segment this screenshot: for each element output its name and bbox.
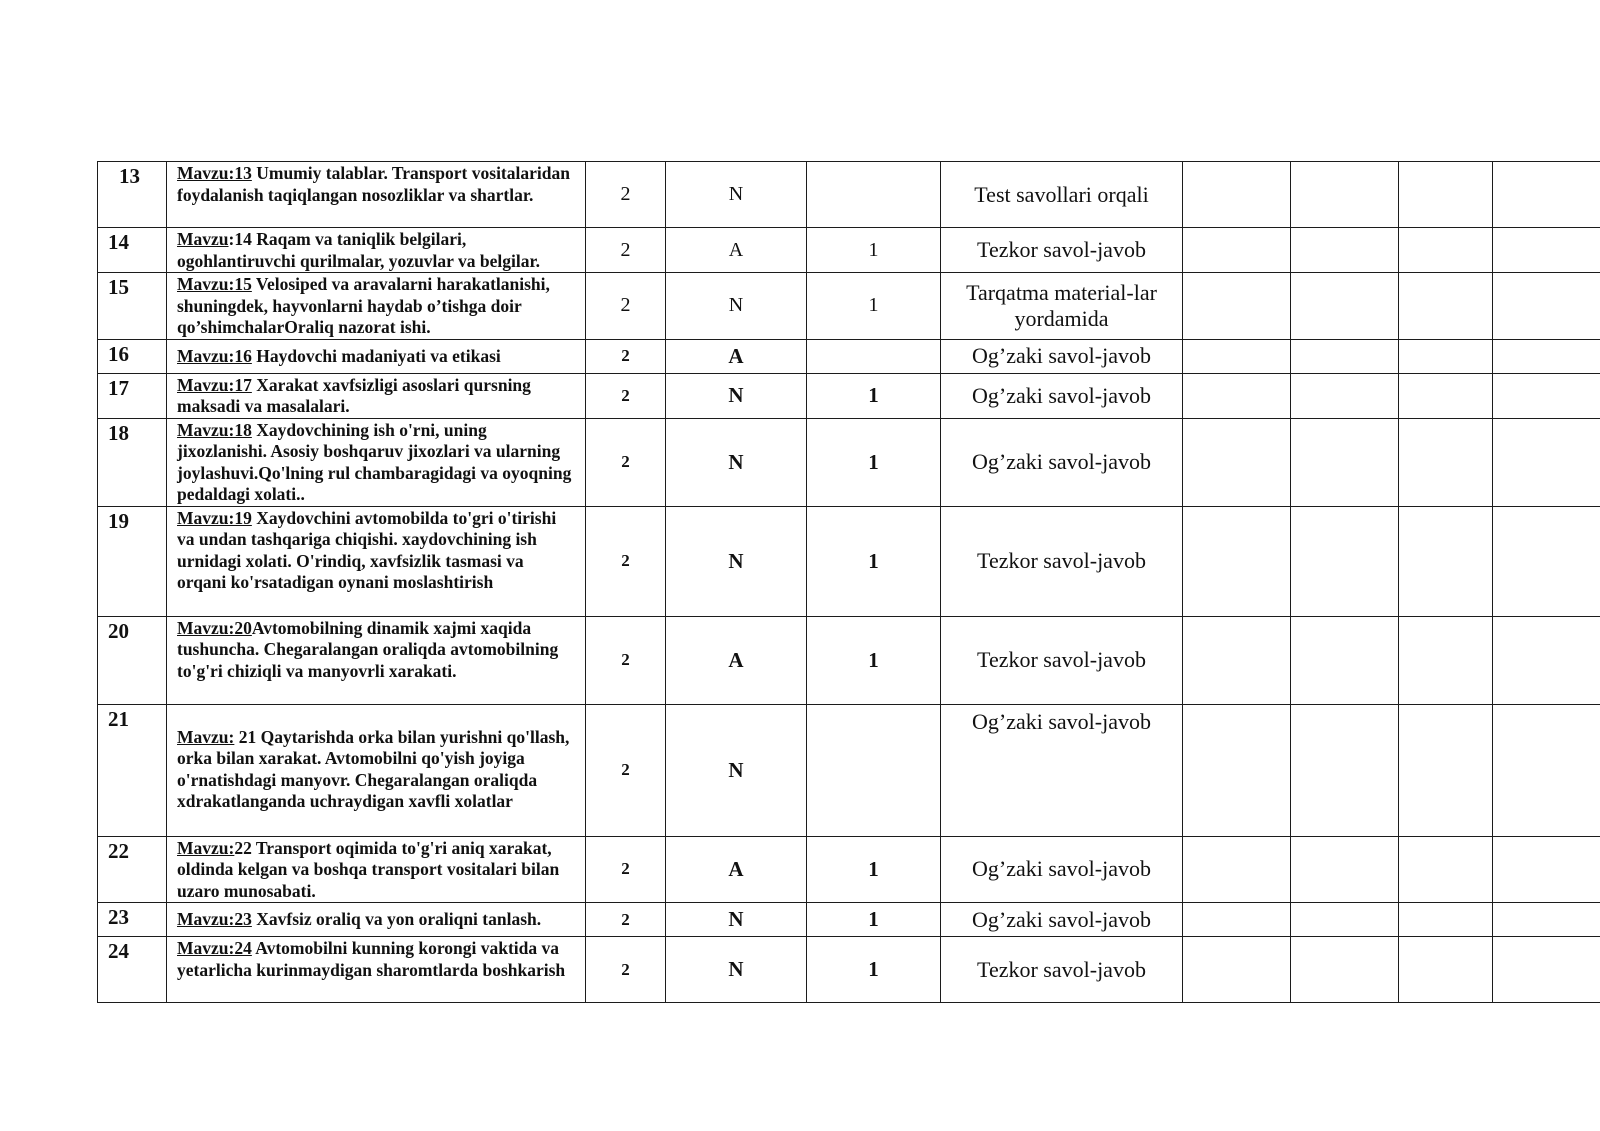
count-cell: 1 bbox=[807, 273, 941, 340]
method-cell: Tezkor savol-javob bbox=[941, 616, 1183, 704]
row-number: 23 bbox=[98, 903, 167, 937]
table-row bbox=[98, 903, 1600, 937]
topic-cell bbox=[167, 903, 586, 937]
topic-text: Umumiy talablar. Transport vositalaridan foydalanish taqiqlangan nosozliklar va shartlar. bbox=[177, 163, 570, 205]
topic-label: Mavzu: bbox=[177, 726, 235, 747]
count-cell: 1 bbox=[807, 616, 941, 704]
type-cell: A bbox=[666, 616, 807, 704]
topic-text: Avtomobilni kunning korongi vaktida va yetarlicha kurinmaydigan sharomtlarda boshkarish bbox=[177, 938, 566, 980]
topic-label: Mavzu:18 bbox=[177, 419, 252, 440]
empty-cell bbox=[1399, 903, 1493, 937]
topic-label: Mavzu:17 bbox=[177, 374, 252, 395]
method-cell: Tezkor savol-javob bbox=[941, 228, 1183, 273]
type-cell: N bbox=[666, 903, 807, 937]
hours-cell: 2 bbox=[586, 937, 666, 1003]
method-cell: Og’zaki savol-javob bbox=[941, 704, 1183, 836]
empty-cell bbox=[1493, 937, 1600, 1003]
method-cell: Tezkor savol-javob bbox=[941, 506, 1183, 616]
topic-label: Mavzu: bbox=[177, 837, 235, 858]
topic-label: Mavzu:24 bbox=[177, 938, 252, 958]
method-cell: Test savollari orqali bbox=[941, 162, 1183, 228]
empty-cell bbox=[1183, 228, 1291, 273]
topic-text: Avtomobilning dinamik xajmi xaqida tushuncha. Chegaralangan oraliqda avtomobilning to'g'ri chiziqli va manyovrli xarakati. bbox=[177, 617, 559, 681]
count-cell bbox=[807, 339, 941, 373]
type-cell: N bbox=[666, 704, 807, 836]
table-row bbox=[98, 506, 1600, 616]
empty-cell bbox=[1183, 273, 1291, 340]
topic-label: Mavzu:15 bbox=[177, 274, 252, 294]
empty-cell bbox=[1183, 373, 1291, 418]
table-row bbox=[98, 228, 1600, 273]
method-cell: Og’zaki savol-javob bbox=[941, 373, 1183, 418]
empty-cell bbox=[1183, 616, 1291, 704]
empty-cell bbox=[1399, 228, 1493, 273]
topic-text: Velosiped va aravalarni harakatlanishi, shuningdek, hayvonlarni haydab o’tishga doir qo’shimchalarOraliq nazorat ishi. bbox=[177, 274, 550, 337]
count-cell: 1 bbox=[807, 506, 941, 616]
count-cell: 1 bbox=[807, 373, 941, 418]
row-number: 16 bbox=[98, 339, 167, 373]
empty-cell bbox=[1291, 228, 1399, 273]
topic-text: 21 Qaytarishda orka bilan yurishni qo'llash, orka bilan xarakat. Avtomobilni qo'yish joyiga o'rnatishdagi manyovr. Chegaralangan oraliqda xdrakatlanganda uchraydigan xavfli xolatlar bbox=[177, 726, 570, 811]
method-cell: Tarqatma material-lar yordamida bbox=[941, 273, 1183, 340]
topics-table bbox=[97, 161, 1600, 1003]
count-cell: 1 bbox=[807, 418, 941, 506]
type-cell: N bbox=[666, 273, 807, 340]
count-cell: 1 bbox=[807, 228, 941, 273]
empty-cell bbox=[1399, 616, 1493, 704]
type-cell: N bbox=[666, 162, 807, 228]
count-cell bbox=[807, 704, 941, 836]
row-number: 22 bbox=[98, 836, 167, 903]
type-cell: N bbox=[666, 373, 807, 418]
row-number: 19 bbox=[98, 506, 167, 616]
row-number: 17 bbox=[98, 373, 167, 418]
table-row bbox=[98, 836, 1600, 903]
empty-cell bbox=[1291, 373, 1399, 418]
empty-cell bbox=[1183, 506, 1291, 616]
empty-cell bbox=[1493, 273, 1600, 340]
empty-cell bbox=[1493, 228, 1600, 273]
type-cell: N bbox=[666, 418, 807, 506]
empty-cell bbox=[1183, 704, 1291, 836]
count-cell: 1 bbox=[807, 836, 941, 903]
empty-cell bbox=[1493, 418, 1600, 506]
topic-cell bbox=[167, 339, 586, 373]
empty-cell bbox=[1291, 704, 1399, 836]
topic-text: 22 Transport oqimida to'g'ri aniq xarakat, oldinda kelgan va boshqa transport vositalari bilan uzaro munosabati. bbox=[177, 837, 560, 901]
hours-cell: 2 bbox=[586, 339, 666, 373]
empty-cell bbox=[1399, 506, 1493, 616]
empty-cell bbox=[1183, 418, 1291, 506]
empty-cell bbox=[1291, 937, 1399, 1003]
method-cell: Tezkor savol-javob bbox=[941, 937, 1183, 1003]
table-row bbox=[98, 273, 1600, 340]
topic-cell bbox=[167, 704, 586, 836]
hours-cell: 2 bbox=[586, 903, 666, 937]
hours-cell: 2 bbox=[586, 228, 666, 273]
topic-label: Mavzu:13 bbox=[177, 163, 252, 183]
empty-cell bbox=[1291, 418, 1399, 506]
empty-cell bbox=[1399, 339, 1493, 373]
row-number: 14 bbox=[98, 228, 167, 273]
topic-label: Mavzu:19 bbox=[177, 507, 252, 528]
topic-text: :14 Raqam va taniqlik belgilari, ogohlantiruvchi qurilmalar, yozuvlar va belgilar. bbox=[177, 229, 540, 271]
empty-cell bbox=[1399, 704, 1493, 836]
topic-cell bbox=[167, 937, 586, 1003]
empty-cell bbox=[1183, 339, 1291, 373]
table-row bbox=[98, 704, 1600, 836]
method-cell: Og’zaki savol-javob bbox=[941, 339, 1183, 373]
topic-cell bbox=[167, 616, 586, 704]
empty-cell bbox=[1399, 162, 1493, 228]
type-cell: N bbox=[666, 937, 807, 1003]
empty-cell bbox=[1291, 273, 1399, 340]
hours-cell: 2 bbox=[586, 273, 666, 340]
row-number: 15 bbox=[98, 273, 167, 340]
row-number: 24 bbox=[98, 937, 167, 1003]
empty-cell bbox=[1291, 339, 1399, 373]
table-row bbox=[98, 162, 1600, 228]
method-cell: Og’zaki savol-javob bbox=[941, 903, 1183, 937]
row-number: 13 bbox=[98, 162, 167, 228]
topic-label: Mavzu bbox=[177, 229, 229, 249]
empty-cell bbox=[1493, 339, 1600, 373]
topic-label: Mavzu:20 bbox=[177, 617, 252, 638]
topic-cell bbox=[167, 273, 586, 340]
empty-cell bbox=[1399, 937, 1493, 1003]
empty-cell bbox=[1183, 162, 1291, 228]
type-cell: A bbox=[666, 339, 807, 373]
topic-text: Xaydovchini avtomobilda to'gri o'tirishi va undan tashqariga chiqishi. xaydovchining ish urnidagi xolati. O'rindiq, xavfsizlik tasmasi va orqani ko'rsatadigan oynani moslashtirish bbox=[177, 507, 557, 592]
empty-cell bbox=[1291, 836, 1399, 903]
empty-cell bbox=[1399, 373, 1493, 418]
table-row bbox=[98, 339, 1600, 373]
count-cell: 1 bbox=[807, 937, 941, 1003]
empty-cell bbox=[1493, 704, 1600, 836]
topic-text: Xavfsiz oraliq va yon oraliqni tanlash. bbox=[251, 909, 542, 930]
empty-cell bbox=[1183, 937, 1291, 1003]
empty-cell bbox=[1493, 903, 1600, 937]
hours-cell: 2 bbox=[586, 418, 666, 506]
table-row bbox=[98, 937, 1600, 1003]
empty-cell bbox=[1183, 903, 1291, 937]
hours-cell: 2 bbox=[586, 616, 666, 704]
topic-text: Xarakat xavfsizligi asoslari qursning maksadi va masalalari. bbox=[177, 374, 531, 416]
empty-cell bbox=[1399, 836, 1493, 903]
hours-cell: 2 bbox=[586, 506, 666, 616]
empty-cell bbox=[1399, 273, 1493, 340]
empty-cell bbox=[1291, 616, 1399, 704]
count-cell bbox=[807, 162, 941, 228]
topic-cell bbox=[167, 506, 586, 616]
hours-cell: 2 bbox=[586, 836, 666, 903]
topic-cell bbox=[167, 836, 586, 903]
empty-cell bbox=[1399, 418, 1493, 506]
topic-text: Xaydovchining ish o'rni, uning jixozlanishi. Asosiy boshqaruv jixozlari va ularning joylashuvi.Qo'lning rul chambaragidagi va oyoqning pedaldagi xolati.. bbox=[177, 419, 572, 504]
empty-cell bbox=[1493, 162, 1600, 228]
hours-cell: 2 bbox=[586, 373, 666, 418]
type-cell: N bbox=[666, 506, 807, 616]
empty-cell bbox=[1493, 506, 1600, 616]
method-cell: Og’zaki savol-javob bbox=[941, 836, 1183, 903]
type-cell: A bbox=[666, 836, 807, 903]
empty-cell bbox=[1291, 506, 1399, 616]
count-cell: 1 bbox=[807, 903, 941, 937]
hours-cell: 2 bbox=[586, 704, 666, 836]
empty-cell bbox=[1493, 836, 1600, 903]
topic-cell bbox=[167, 373, 586, 418]
row-number: 18 bbox=[98, 418, 167, 506]
method-cell: Og’zaki savol-javob bbox=[941, 418, 1183, 506]
table-row bbox=[98, 418, 1600, 506]
topic-cell bbox=[167, 418, 586, 506]
empty-cell bbox=[1291, 162, 1399, 228]
topic-cell bbox=[167, 162, 586, 228]
empty-cell bbox=[1291, 903, 1399, 937]
topic-label: Mavzu:16 bbox=[177, 345, 252, 366]
type-cell: A bbox=[666, 228, 807, 273]
topic-text: Haydovchi madaniyati va etikasi bbox=[251, 345, 501, 366]
row-number: 21 bbox=[98, 704, 167, 836]
empty-cell bbox=[1493, 373, 1600, 418]
topic-cell bbox=[167, 228, 586, 273]
row-number: 20 bbox=[98, 616, 167, 704]
table-row bbox=[98, 616, 1600, 704]
empty-cell bbox=[1183, 836, 1291, 903]
table-row bbox=[98, 373, 1600, 418]
hours-cell: 2 bbox=[586, 162, 666, 228]
topic-label: Mavzu:23 bbox=[177, 909, 252, 930]
empty-cell bbox=[1493, 616, 1600, 704]
